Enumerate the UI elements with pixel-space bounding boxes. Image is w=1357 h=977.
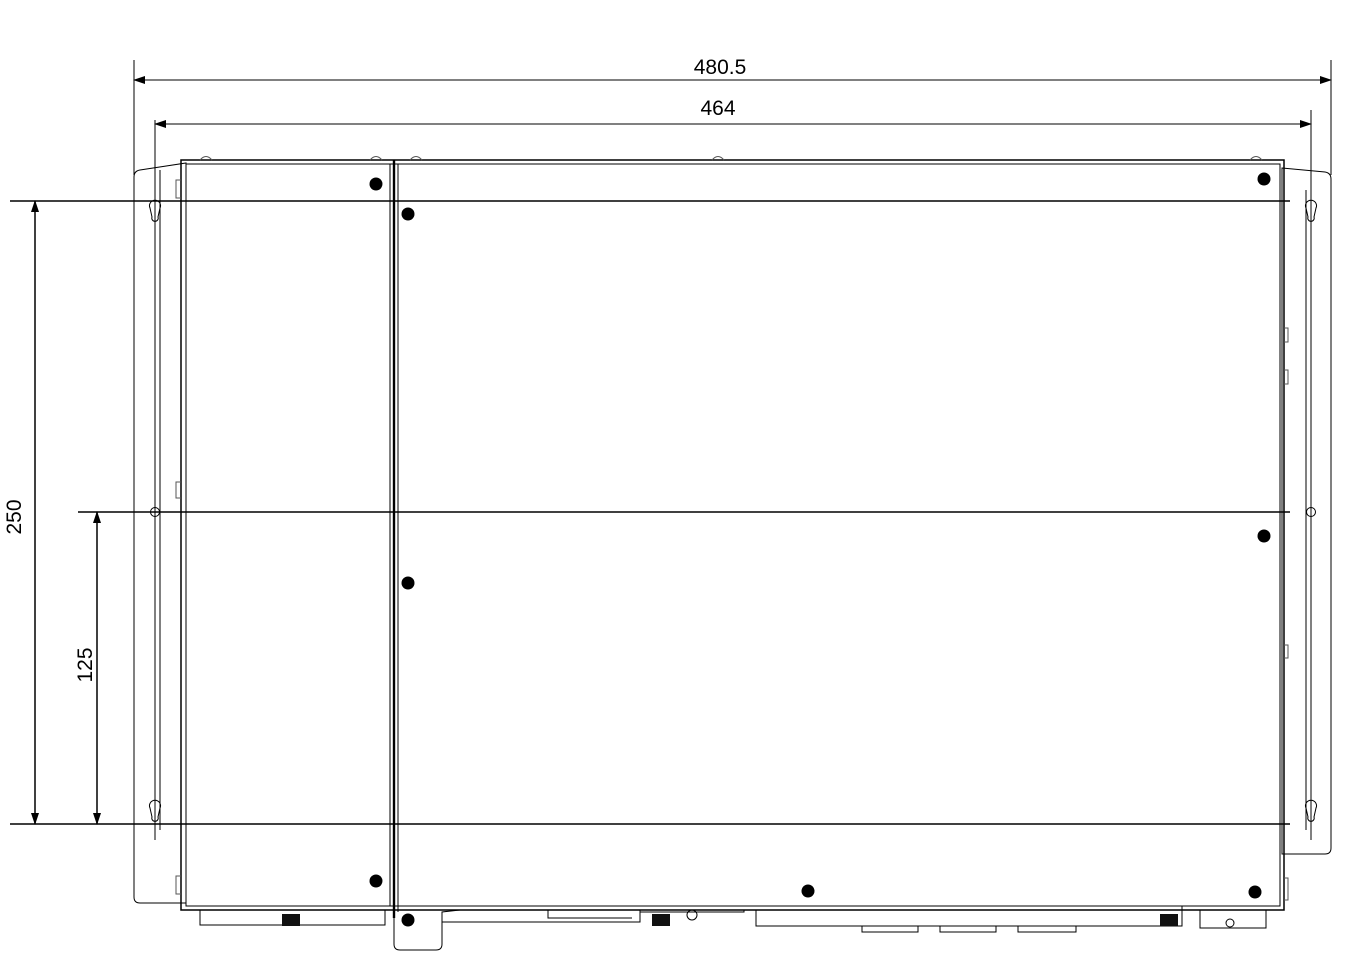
screw-3 [1258,173,1271,186]
screw-8 [1249,886,1262,899]
screw-4 [402,577,415,590]
screw-5 [1258,530,1271,543]
screw-6 [370,875,383,888]
screw-2 [402,208,415,221]
bottom-ports [200,906,1266,950]
dimension-center-to-bottom [74,512,97,824]
screw-9 [402,914,415,927]
label-hole-spacing-height: 250 [3,499,26,535]
mounting-bracket [134,110,1331,903]
dimension-hole-spacing-height [3,201,35,824]
label-hole-spacing-width: 464 [700,97,736,120]
label-overall-width: 480.5 [693,56,747,79]
screw-1 [370,178,383,191]
chassis-body [176,157,1288,919]
screw-7 [802,885,815,898]
dimension-hole-spacing-width [155,97,1311,124]
label-center-to-bottom: 125 [74,647,97,683]
